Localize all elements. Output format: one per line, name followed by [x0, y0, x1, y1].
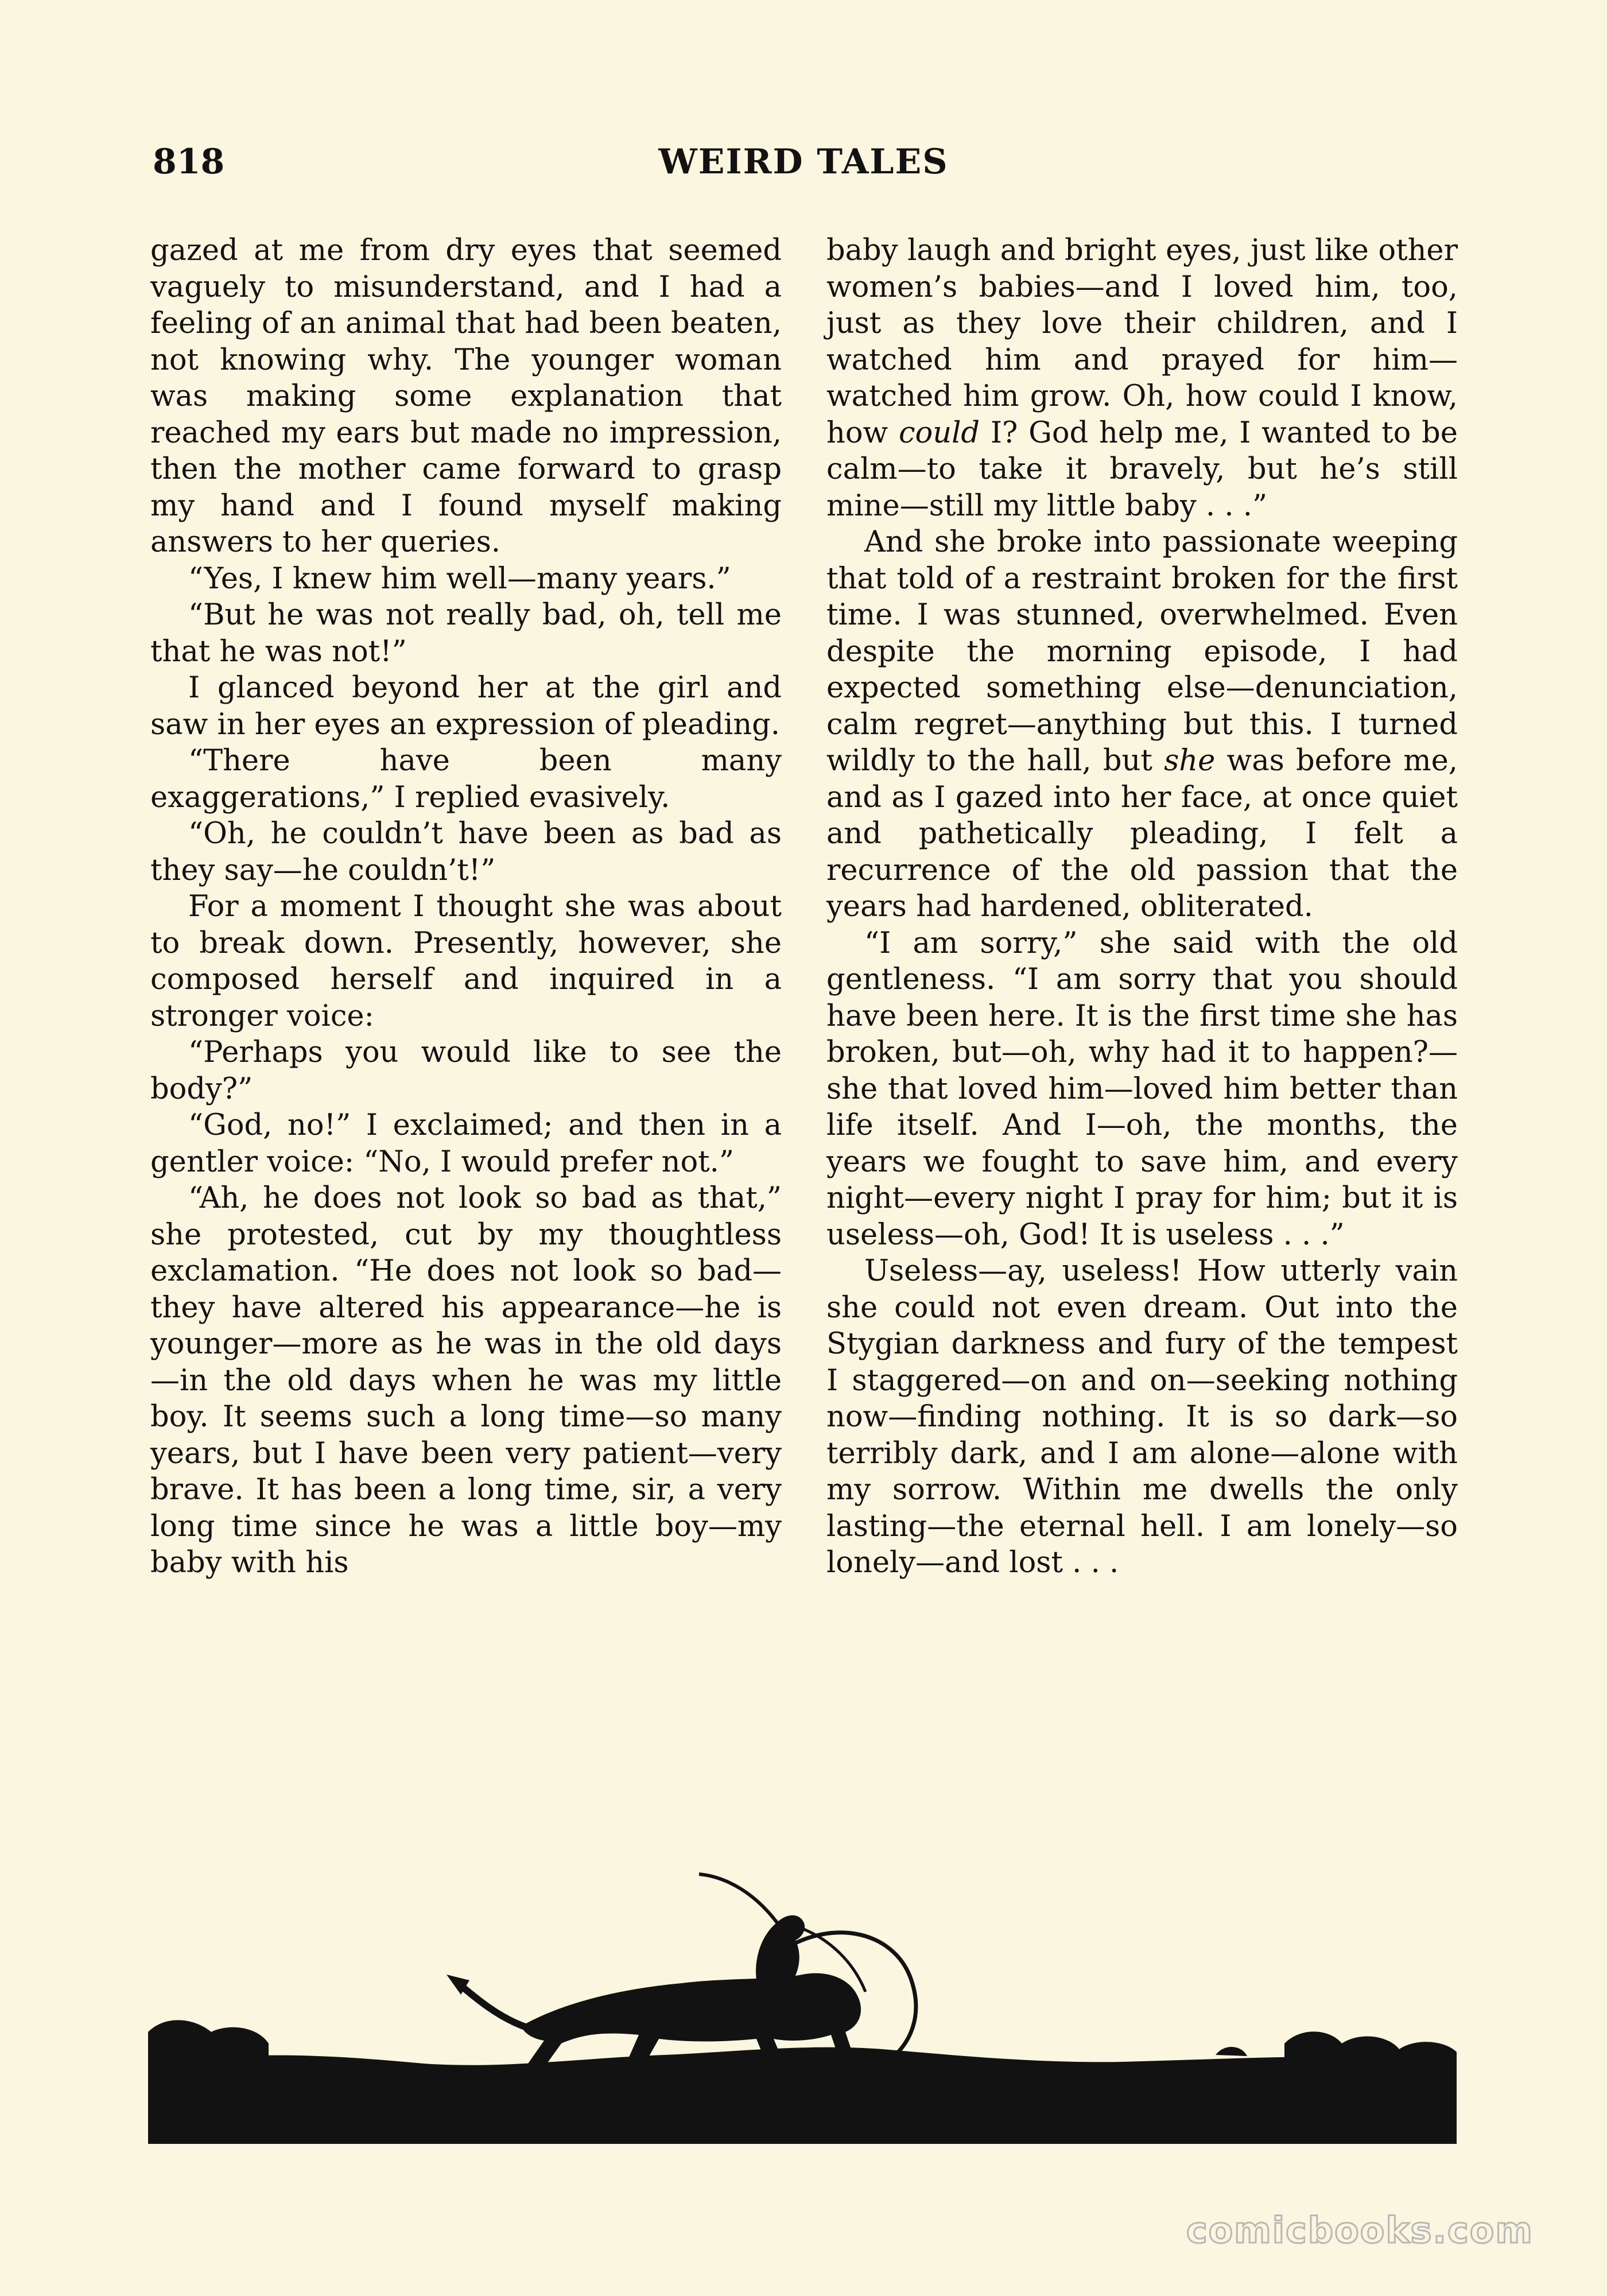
paragraph: “Perhaps you would like to see the body?” — [150, 1035, 782, 1106]
text-run: I? God help me, I wanted to be calm—to take it bravely, but he’s still mine—still my little baby . . .” — [826, 416, 1458, 523]
ground-silhouette — [148, 2047, 1457, 2144]
italic-word: she — [1164, 744, 1216, 778]
paragraph — [826, 524, 1458, 925]
bush-small — [1216, 2047, 1247, 2056]
left-column — [150, 232, 782, 1581]
bush-left — [148, 2020, 269, 2072]
paragraph: “Oh, he couldn’t have been as bad as they say—he couldn’t!” — [150, 817, 782, 887]
right-column — [826, 232, 1458, 1581]
bush-right — [1284, 2031, 1457, 2072]
paragraph: “Ah, he does not look so bad as that,” she protested, cut by my thoughtless exclamation. “He does not look so bad—they have altered his appearance—he is younger—more as he was in the old days—in the old days when he was my little boy. It seems such a long time—so many years, but I have been very patient—very brave. It has been a long time, sir, a very long time since he was a little boy—my baby with his — [150, 1181, 782, 1580]
rider-whip — [699, 1874, 779, 1926]
text-run: baby laugh and bright eyes, just like other women’s babies—and I loved him, too, just as they love their children, and I watched him and prayed for him—watched him grow. Oh, how could I know, how — [826, 234, 1458, 450]
paragraph: “But he was not really bad, oh, tell me that he was not!” — [150, 598, 782, 669]
rider-silhouette-illustration — [148, 1860, 1457, 2144]
paragraph: Useless—ay, useless! How utterly vain she could not even dream. Out into the Stygian darkness and fury of the tempest I staggered—on and on—seeking nothing now—finding nothing. It is so dark—so terribly dark, and I am alone—alone with my sorrow. Within me dwells the only lasting—the eternal hell. I am lonely—so lonely—and lost . . . — [826, 1254, 1458, 1580]
paragraph: “There have been many exaggerations,” I replied evasively. — [150, 744, 782, 815]
rider-figure — [756, 1915, 805, 1983]
paragraph — [826, 232, 1458, 524]
paragraph: For a moment I thought she was about to break down. Presently, however, she composed herself and inquired in a stronger voice: — [150, 890, 782, 1033]
paragraph: I glanced beyond her at the girl and saw in her eyes an expression of pleading. — [150, 671, 782, 742]
text-run: was before me, and as I gazed into her face, at once quiet and pathetically pleading, I felt a recurrence of the old passion that the years had hardened, obliterated. — [826, 744, 1458, 924]
text-run: And she broke into passionate weeping that told of a restraint broken for the first time. I was stunned, overwhelmed. Even despite the morning episode, I had expected something else—denunciation, calm regret—anything but this. I turned wildly to the hall, but — [826, 525, 1458, 778]
watermark: comicbooks.com — [1186, 2209, 1534, 2251]
page-number: 818 — [153, 142, 225, 182]
paragraph: “God, no!” I exclaimed; and then in a gentler voice: “No, I would prefer not.” — [150, 1108, 782, 1179]
paragraph: “I am sorry,” she said with the old gentleness. “I am sorry that you should have been here. It is the first time she has broken, but—oh, why had it to happen?—she that loved him—loved him better than life itself. And I—oh, the months, the years we fought to save him, and every night—every night I pray for him; but it is useless—oh, God! It is useless . . .” — [826, 926, 1458, 1252]
paragraph: “Yes, I knew him well—many years.” — [188, 561, 731, 596]
italic-word: could — [898, 416, 980, 450]
beast-tail — [458, 1983, 527, 2027]
paragraph: gazed at me from dry eyes that seemed vaguely to misunderstand, and I had a feeling of an animal that had been beaten, not knowing why. The younger woman was making some explanation that reached my ears but made no impression, then the mother came forward to grasp my hand and I found myself making answers to her queries. — [150, 234, 782, 559]
running-title: WEIRD TALES — [658, 142, 949, 182]
